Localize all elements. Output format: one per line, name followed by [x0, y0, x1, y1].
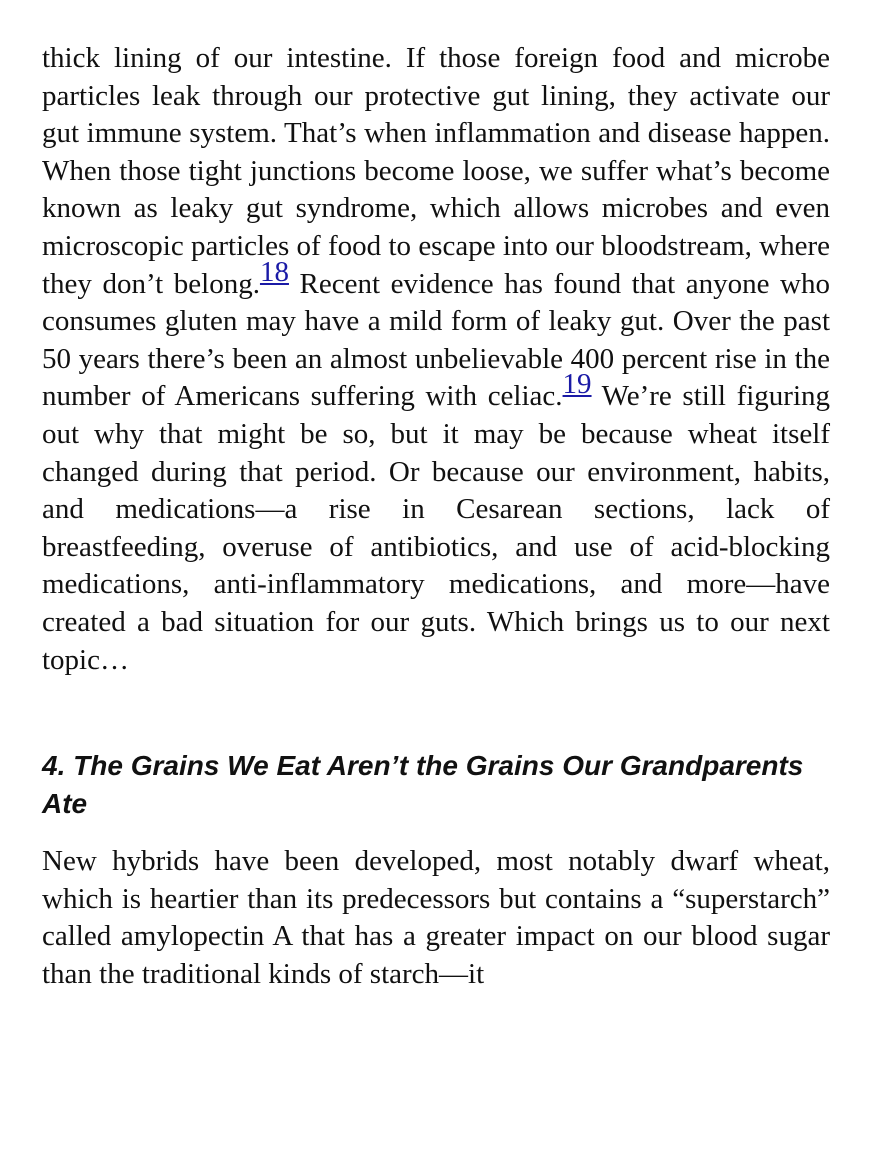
body-paragraph-leaky-gut — [42, 40, 830, 679]
footnote-link-18[interactable]: 18 — [259, 255, 289, 288]
paragraph-text: thick lining of our intestine. If those foreign food and microbe particles leak through our protective gut lining, they activate our gut immune system. That’s when inflammation and disease happen. When those tight junctions become loose, we suffer what’s become known as leaky gut syndrome, which allows microbes and even microscopic particles of food to escape into our bloodstream, where they don’t belong. — [42, 42, 830, 300]
section-heading: 4. The Grains We Eat Aren’t the Grains Our Grandparents Ate — [42, 750, 804, 820]
paragraph-text: We’re still figuring out why that might be so, but it may be because wheat itself changed during that period. Or because our environment, habits, and medications—a rise in Cesarean sections, lack of breastfeeding, overuse of antibiotics, and use of acid-blocking medications, anti-inflammatory medications, and more—have created a bad situation for our guts. Which brings us to our next topic… — [42, 380, 831, 676]
page-content — [42, 40, 830, 993]
footnote-link-19[interactable]: 19 — [562, 368, 592, 401]
body-paragraph-grains: New hybrids have been developed, most notably dwarf wheat, which is heartier than its predecessors but contains a “superstarch” called amylopectin A that has a greater impact on our blood sugar than the traditional kinds of starch—it — [42, 845, 830, 990]
paragraph-text: Recent evidence has found that anyone who consumes gluten may have a mild form of leaky gut. Over the past 50 years there’s been an almost unbelievable 400 percent rise in the number of Americans suffering with celiac. — [42, 267, 830, 413]
